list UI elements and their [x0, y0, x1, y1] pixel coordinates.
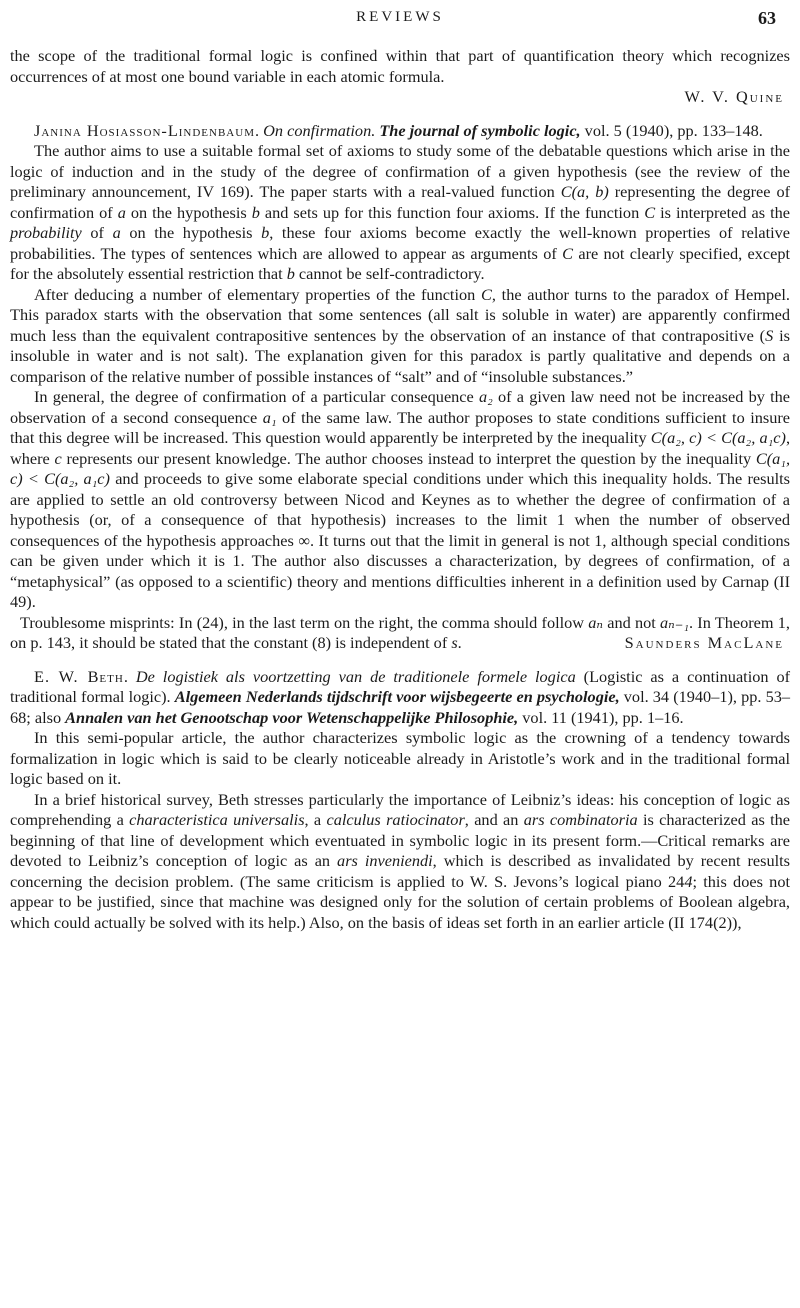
text-run: and not	[603, 612, 661, 632]
paragraph	[10, 46, 790, 87]
text-run: a	[112, 223, 121, 242]
text-run: cannot be self-contradictory.	[294, 264, 485, 283]
paragraph	[10, 285, 790, 388]
text-run: .	[123, 666, 136, 686]
text-run: , where	[10, 428, 791, 468]
text-run: representing the degree of confirmation of	[10, 182, 791, 222]
text-run: , the author turns to the paradox of Hempel. This paradox starts with the observation that some sentences (all salt is soluble in water) are apparently confirmed much less than the equivalent contrapositive sentences by the observation of an instance of that contrapositive (	[10, 284, 791, 345]
text-run: a	[117, 202, 126, 222]
text-run: E. W. Beth	[34, 666, 124, 686]
text-run: C(a₁, c) < C(a₂, a₁c)	[10, 448, 791, 488]
text-run: of the same law. The author proposes to state conditions sufficient to insure that this degree will be increased. This question would apparently be interpreted by the inequality	[10, 407, 791, 447]
text-run: and proceeds to give some elaborate special conditions under which this inequality holds. The results are applied to settle an old controversy between Nicod and Keynes as to whether the degree of confirmation of a hypothesis (or, of a consequence of that hypothesis) increases to the limit 1 when the number of observed consequences of the hypothesis approaches ∞. It turns out that the limit in general is not 1, although special conditions can be given under which it is 1. The author also discusses a characterization, by degrees of confirmation, of a “metaphysical” (as opposed to a scientific) theory and mentions difficulties inherent in a definition used by Carnap (II 49).	[10, 469, 790, 611]
text-run: On confirmation.	[263, 120, 376, 140]
text-run: is interpreted as the	[655, 202, 790, 222]
text-run: After deducing a number of elementary properties of the function	[34, 284, 481, 304]
page-number: 63	[758, 8, 776, 28]
text-run: on the hypothesis	[125, 202, 252, 222]
review-hosiasson-lindenbaum	[10, 121, 790, 654]
text-run: , these four axioms become exactly the well-known properties of relative probabilities. The types of sentences which are allowed to appear as arguments of	[10, 223, 791, 263]
text-run: vol. 5 (1940), pp. 133–148.	[580, 120, 763, 140]
text-run: De logistiek als voortzetting van de traditionele formele logica	[135, 666, 576, 686]
paragraph	[10, 728, 790, 790]
text-run: b	[286, 264, 295, 283]
text-run: aₙ₋₁	[660, 612, 690, 632]
text-run: of a given law need not be increased by the observation of a second consequence	[10, 387, 790, 427]
text-run: Troublesome misprints: In (24), in the last term on the right, the comma should follow	[20, 612, 589, 632]
text-run: , a	[304, 810, 327, 829]
text-run: is characterized as the beginning of that line of development which eventuated in symbolic logic in its present form.—Critical remarks are devoted to Leibniz’s conception of logic as an	[10, 810, 791, 870]
reviews-text-block	[10, 46, 790, 933]
reviewer-signature-quine: W. V. Quine	[684, 87, 784, 106]
text-run: C	[481, 284, 492, 304]
text-run: s	[451, 633, 458, 652]
text-run: the scope of the traditional formal logic is confined within that part of quantification theory which recognizes occurrences of at most one bound variable in each atomic formula.	[10, 46, 790, 86]
text-run: on the hypothesis	[120, 223, 262, 242]
running-head-title: REVIEWS	[356, 9, 444, 25]
text-run: b	[261, 223, 270, 242]
text-run: a₁	[262, 407, 277, 427]
text-run: ars combinatoria	[523, 810, 638, 829]
text-run: a₂	[478, 387, 493, 406]
text-run: .	[457, 633, 462, 652]
review-heading	[10, 667, 790, 729]
text-run: Janina Hosiasson-Lindenbaum	[34, 120, 255, 140]
text-run: c	[54, 448, 62, 468]
text-run: C	[644, 202, 656, 222]
paragraph	[10, 387, 790, 613]
text-run: vol. 34 (1940–1), pp. 53–68; also	[10, 687, 790, 727]
text-run: In general, the degree of confirmation of a particular consequence	[34, 387, 479, 406]
text-run: calculus ratiocinator	[326, 810, 465, 829]
text-run: b	[251, 202, 260, 222]
text-run: characteristica universalis	[129, 810, 305, 829]
review-beth	[10, 667, 790, 934]
text-run: vol. 11 (1941), pp. 1–16.	[518, 707, 684, 727]
text-run: represents our present knowledge. The author chooses instead to interpret the question by the inequality	[61, 448, 756, 468]
text-run: , which is described as invalidated by recent results concerning the decision problem. (The same criticism is applied to W. S. Jevons’s logical piano 24	[10, 851, 790, 891]
text-run: probability	[10, 223, 82, 242]
text-run: of	[81, 223, 113, 242]
text-run: C	[562, 243, 573, 263]
paragraph	[10, 141, 790, 285]
text-run: In this semi-popular article, the author characterizes symbolic logic as the crowning of a tendency towards formalization in logic which is said to be clearly noticeable already in Aristotle’s work and in the traditional formal logic based on it.	[10, 728, 790, 788]
text-run: are not clearly specified, except for the absolutely essential restriction that	[10, 243, 790, 283]
text-run: In a brief historical survey, Beth stresses particularly the importance of Leibniz’s ideas: his conception of logic as comprehending a	[10, 789, 790, 829]
text-run: C(a₂, c) < C(a₂, a₁c)	[650, 428, 786, 447]
text-run: is insoluble in water and is not salt). The explanation given for this paradox is partly qualitative and depends on a comparison of the relative number of possible instances of “salt” and of “insoluble substances.”	[10, 325, 790, 386]
text-run: . In Theorem 1, on p. 143, it should be stated that the constant (8) is independent of	[10, 612, 790, 652]
text-run: , and an	[464, 810, 524, 829]
reviewer-signature-maclane: Saunders MacLane	[624, 633, 784, 652]
text-run: .	[254, 120, 264, 140]
text-run: Algemeen Nederlands tijdschrift voor wijsbegeerte en psychologie,	[174, 687, 620, 706]
text-run: and sets up for this function four axioms. If the function	[259, 202, 645, 222]
text-run: (Logistic as a continuation of traditional formal logic).	[10, 666, 791, 706]
text-run: ars inveniendi	[337, 851, 433, 870]
text-run: The journal of symbolic logic,	[379, 120, 581, 140]
review-quine-continuation	[10, 46, 790, 108]
text-run: aₙ	[588, 612, 604, 632]
text-run: C(a, b)	[560, 182, 609, 201]
text-run: 4	[684, 871, 693, 891]
text-run: ; this does not appear to be justified, since that machine was designed only for the solution of certain problems of Boolean algebra, which could actually be solved with its help.) Also, on the basis of ideas set forth in an earlier article (II 174(2)),	[10, 871, 790, 932]
text-run: S	[765, 325, 774, 345]
review-heading	[10, 121, 790, 142]
running-head	[10, 8, 790, 30]
text-run: The author aims to use a suitable formal set of axioms to study some of the debatable questions which arise in the logic of induction and in the study of the degree of confirmation of a given hypothesis (see the review of the preliminary announcement, IV 169). The paper starts with a real-valued function	[10, 141, 790, 201]
text-run: Annalen van het Genootschap voor Wetenschappelijke Philosophie,	[65, 707, 519, 727]
paragraph	[10, 790, 790, 934]
